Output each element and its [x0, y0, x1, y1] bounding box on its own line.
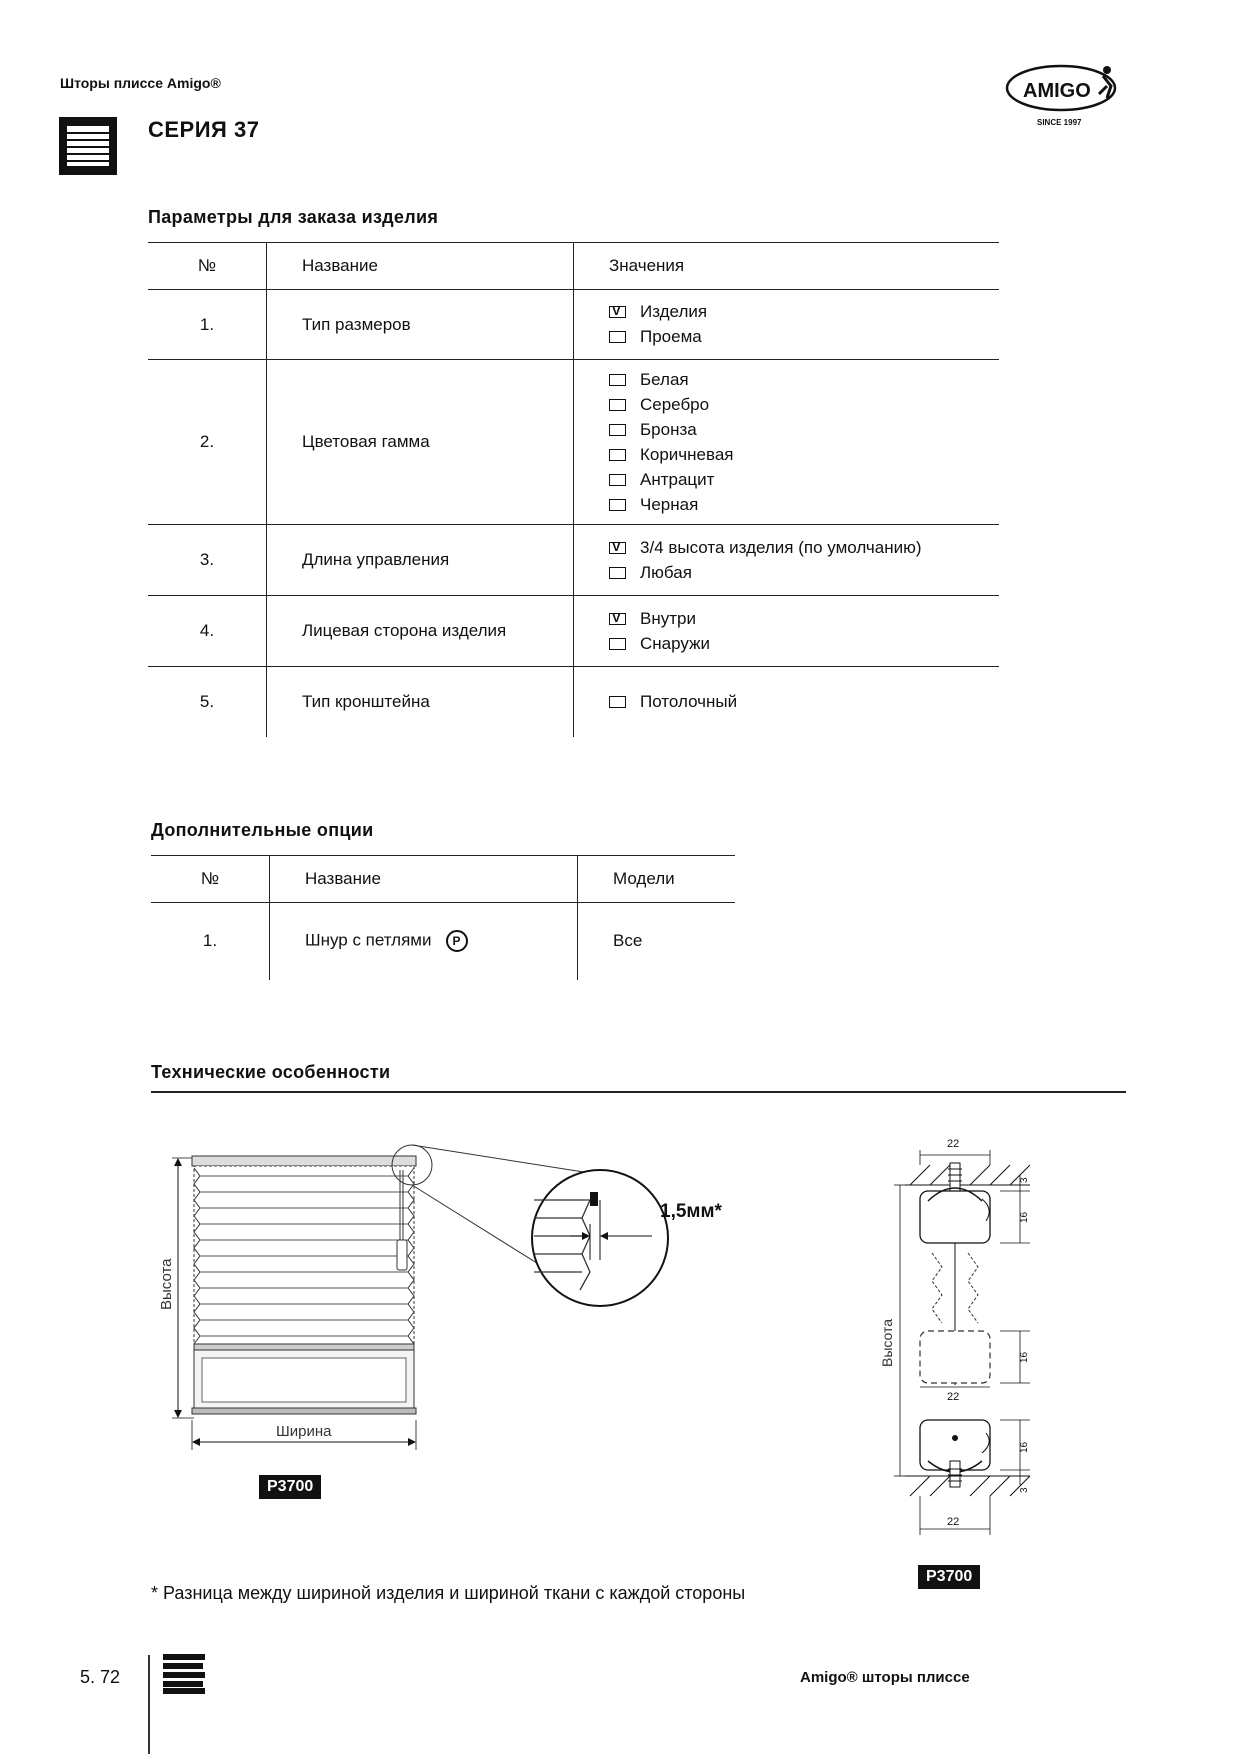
value-label: Изделия	[640, 302, 708, 321]
order-params-table	[148, 242, 999, 737]
checkbox-icon[interactable]	[609, 424, 626, 436]
series-title: СЕРИЯ 37	[148, 117, 260, 142]
row-values	[574, 525, 1000, 596]
dim-top-height: 16	[1019, 1211, 1030, 1223]
technical-title: Технические особенности	[151, 1062, 391, 1082]
value-label: Серебро	[640, 394, 710, 414]
row-num: 1.	[202, 931, 218, 951]
value-label: Любая	[640, 562, 692, 582]
value-label: Бронза	[640, 419, 697, 439]
row-values	[574, 360, 1000, 525]
checkbox-icon[interactable]	[609, 696, 626, 708]
loop-cord-badge-icon: P	[446, 930, 468, 952]
header-brand-line: Шторы плиссе Amigo®	[60, 75, 221, 91]
side-profile-drawing	[870, 1135, 1070, 1545]
table-row	[148, 596, 999, 667]
value-option	[609, 300, 999, 325]
logo-text: AMIGO	[1023, 80, 1091, 102]
dim-mid-width: 22	[947, 1391, 960, 1403]
checked-box-icon[interactable]	[609, 306, 626, 318]
value-option	[609, 606, 999, 631]
row-values	[574, 667, 1000, 737]
row-name: Лицевая сторона изделия	[267, 596, 574, 667]
table-row	[148, 667, 999, 737]
checkbox-icon[interactable]	[609, 499, 626, 511]
table-row	[148, 360, 999, 525]
col-models: Модели	[578, 856, 736, 903]
value-option	[609, 689, 999, 714]
row-num: 2.	[148, 360, 267, 525]
footer-brand: Amigo® шторы плиссе	[800, 1669, 970, 1686]
row-num: 5.	[199, 691, 215, 711]
col-values: Значения	[574, 243, 1000, 290]
checkbox-icon[interactable]	[609, 567, 626, 579]
checked-box-icon[interactable]	[609, 542, 626, 554]
checkbox-icon[interactable]	[609, 374, 626, 386]
row-name: Цветовая гамма	[267, 360, 574, 525]
footnote: * Разница между шириной изделия и шириной ткани с каждой стороны	[151, 1583, 746, 1603]
model-tag-left: P3700	[259, 1475, 321, 1499]
amigo-logo	[1003, 58, 1125, 130]
checkbox-icon[interactable]	[609, 331, 626, 343]
model-tag-right: P3700	[918, 1565, 980, 1589]
row-models: Все	[578, 903, 736, 980]
footer-divider	[148, 1655, 150, 1754]
order-params-title: Параметры для заказа изделия	[148, 207, 439, 227]
extra-options-title: Дополнительные опции	[151, 820, 374, 840]
height-label-left: Высота	[158, 1258, 175, 1310]
value-label: Внутри	[640, 608, 696, 628]
value-label: Белая	[640, 369, 689, 389]
row-name-text: Шнур с петлями	[305, 930, 432, 950]
dim-top-gap: 3	[1019, 1177, 1030, 1183]
dim-bottom-gap: 3	[1019, 1487, 1030, 1493]
value-label: Проема	[640, 327, 702, 346]
value-option	[609, 367, 999, 392]
row-num: 4.	[148, 596, 267, 667]
checkbox-icon[interactable]	[609, 399, 626, 411]
dim-bottom-height: 16	[1019, 1441, 1030, 1453]
value-option	[609, 442, 999, 467]
series-icon	[59, 117, 117, 175]
logo-since: SINCE 1997	[1037, 118, 1082, 127]
dim-bottom-width: 22	[947, 1516, 960, 1528]
value-label: Потолочный	[640, 691, 738, 711]
row-values	[574, 596, 1000, 667]
gap-label: 1,5мм*	[660, 1201, 722, 1222]
value-option	[609, 417, 999, 442]
row-name: Длина управления	[267, 525, 574, 596]
checkbox-icon[interactable]	[609, 638, 626, 650]
checkbox-icon[interactable]	[609, 474, 626, 486]
table-row	[148, 290, 999, 360]
value-label: Коричневая	[640, 444, 734, 464]
value-option	[609, 560, 999, 585]
row-name	[270, 903, 578, 980]
checked-box-icon[interactable]	[609, 613, 626, 625]
value-option	[609, 492, 999, 517]
value-label: Снаружи	[640, 633, 710, 653]
dim-mid-height: 16	[1019, 1351, 1030, 1363]
height-label-right: Высота	[879, 1318, 895, 1367]
value-option	[609, 631, 999, 656]
value-option	[609, 467, 999, 492]
value-label: Антрацит	[640, 469, 715, 489]
row-values	[574, 290, 1000, 360]
value-option	[609, 325, 999, 350]
value-option	[609, 535, 999, 560]
blind-front-drawing	[150, 1140, 750, 1470]
col-num: №	[148, 243, 267, 290]
footer-pleat-icon	[163, 1652, 205, 1694]
row-num: 3.	[148, 525, 267, 596]
col-num: №	[151, 856, 270, 903]
value-label: Черная	[640, 494, 699, 514]
table-row	[151, 903, 735, 980]
row-num: 1.	[148, 290, 267, 360]
page-number: 5. 72	[80, 1667, 121, 1687]
table-row	[148, 525, 999, 596]
col-name: Название	[267, 243, 574, 290]
row-name: Тип кронштейна	[267, 667, 574, 737]
extra-options-table	[151, 855, 735, 980]
col-name: Название	[270, 856, 578, 903]
row-name: Тип размеров	[267, 290, 574, 360]
value-label: 3/4 высота изделия (по умолчанию)	[640, 537, 922, 557]
technical-divider	[151, 1091, 1126, 1093]
width-label: Ширина	[276, 1423, 332, 1440]
checkbox-icon[interactable]	[609, 449, 626, 461]
value-option	[609, 392, 999, 417]
dim-top-width: 22	[947, 1138, 960, 1150]
